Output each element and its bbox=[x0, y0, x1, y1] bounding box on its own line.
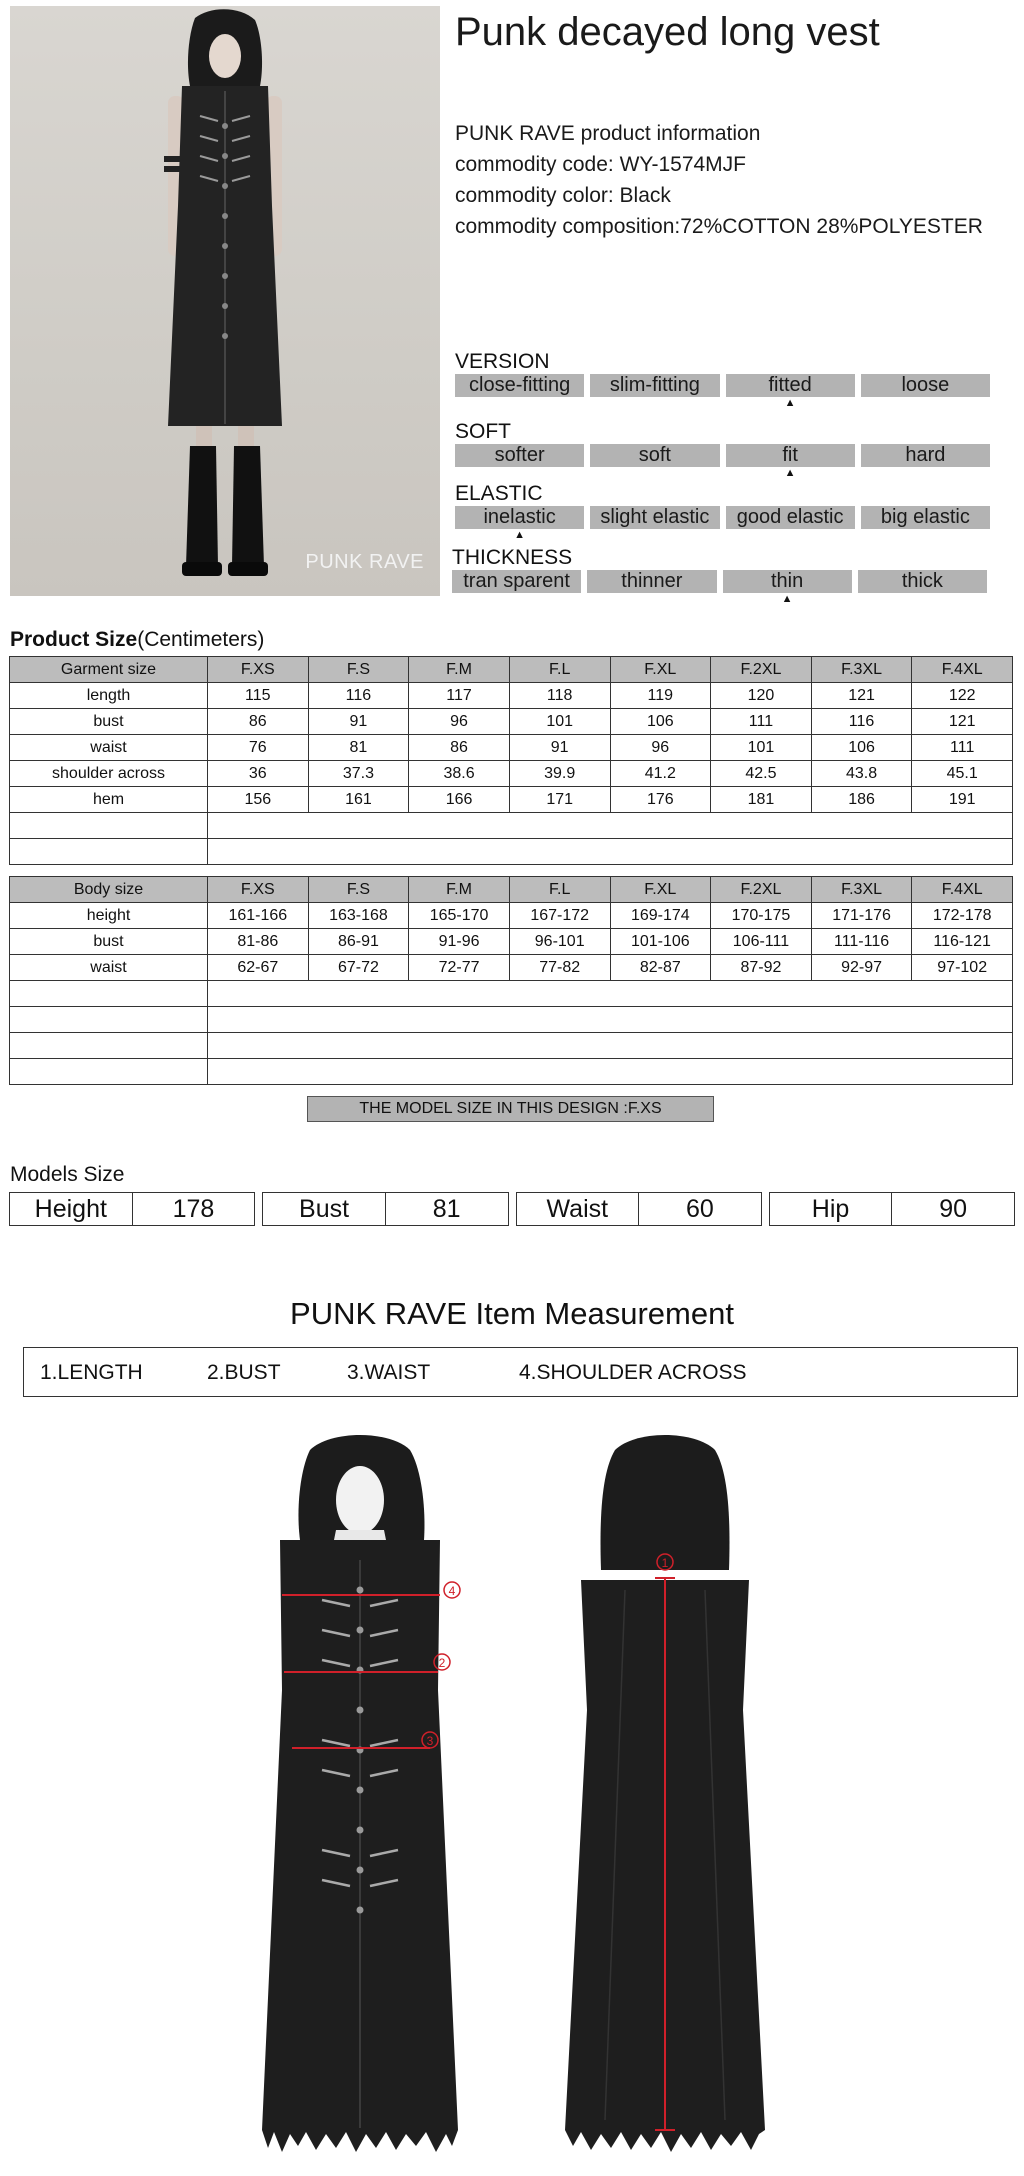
attribute-label: VERSION bbox=[455, 350, 550, 373]
product-photo bbox=[10, 6, 440, 596]
marker-4: 4 bbox=[448, 1584, 456, 1598]
attribute-option: fit bbox=[726, 444, 855, 467]
table-cell: 120 bbox=[711, 683, 812, 709]
table-cell: hem bbox=[10, 787, 208, 813]
table-cell: 96 bbox=[610, 735, 711, 761]
header-cell: F.M bbox=[409, 877, 510, 903]
header-cell: Garment size bbox=[10, 657, 208, 683]
header-cell: F.S bbox=[308, 657, 409, 683]
table-cell: 81 bbox=[308, 735, 409, 761]
header-cell: F.4XL bbox=[912, 877, 1013, 903]
table-cell: 72-77 bbox=[409, 955, 510, 981]
attribute-label: SOFT bbox=[455, 420, 511, 443]
table-row bbox=[10, 955, 1013, 981]
attribute-option: slight elastic bbox=[590, 506, 719, 529]
table-cell: 86 bbox=[409, 735, 510, 761]
table-row bbox=[10, 787, 1013, 813]
header-cell: F.2XL bbox=[711, 877, 812, 903]
body-size-table bbox=[9, 876, 1013, 1085]
table-cell: 96 bbox=[409, 709, 510, 735]
measurement-item: 2.BUST bbox=[207, 1361, 281, 1384]
measurement-item: 4.SHOULDER ACROSS bbox=[519, 1361, 747, 1384]
table-cell: bust bbox=[10, 929, 208, 955]
product-size-title: Product Size bbox=[10, 628, 138, 651]
table-cell: 116-121 bbox=[912, 929, 1013, 955]
marker-3: 3 bbox=[426, 1734, 434, 1748]
table-cell: shoulder across bbox=[10, 761, 208, 787]
table-row-empty bbox=[10, 813, 1013, 839]
table-cell: 91 bbox=[509, 735, 610, 761]
selection-marks bbox=[455, 467, 990, 479]
model-measure-label: Height bbox=[34, 1195, 107, 1223]
table-cell: 117 bbox=[409, 683, 510, 709]
model-measure-value: 81 bbox=[385, 1193, 508, 1225]
attribute-option: thinner bbox=[587, 570, 716, 593]
table-cell: 116 bbox=[811, 709, 912, 735]
table-cell: 121 bbox=[912, 709, 1013, 735]
table-cell: 77-82 bbox=[509, 955, 610, 981]
measurement-title: PUNK RAVE Item Measurement bbox=[290, 1296, 734, 1331]
table-cell: 96-101 bbox=[509, 929, 610, 955]
marker-2: 2 bbox=[438, 1656, 446, 1670]
selected-triangle-icon: ▲ bbox=[784, 467, 796, 479]
info-line: PUNK RAVE product information bbox=[455, 122, 761, 145]
info-line: commodity color: Black bbox=[455, 184, 671, 207]
attribute-option: loose bbox=[861, 374, 990, 397]
table-cell: 191 bbox=[912, 787, 1013, 813]
table-cell: 43.8 bbox=[811, 761, 912, 787]
selected-triangle-icon: ▲ bbox=[784, 397, 796, 409]
table-cell: 170-175 bbox=[711, 903, 812, 929]
header-cell: F.XL bbox=[610, 657, 711, 683]
selection-marks bbox=[455, 529, 990, 541]
table-cell: 106 bbox=[811, 735, 912, 761]
table-cell: 41.2 bbox=[610, 761, 711, 787]
table-cell: 101 bbox=[509, 709, 610, 735]
model-measure-waist bbox=[516, 1192, 762, 1226]
model-measure-hip bbox=[769, 1192, 1015, 1226]
header-cell: F.3XL bbox=[811, 877, 912, 903]
table-cell: 81-86 bbox=[208, 929, 309, 955]
table-cell: 92-97 bbox=[811, 955, 912, 981]
table-cell: 163-168 bbox=[308, 903, 409, 929]
attribute-option: fitted bbox=[726, 374, 855, 397]
table-cell: bust bbox=[10, 709, 208, 735]
table-cell: 119 bbox=[610, 683, 711, 709]
table-cell: 101 bbox=[711, 735, 812, 761]
header-cell: F.3XL bbox=[811, 657, 912, 683]
header-cell: F.XS bbox=[208, 877, 309, 903]
table-cell: 161 bbox=[308, 787, 409, 813]
table-cell: 169-174 bbox=[610, 903, 711, 929]
attribute-option: hard bbox=[861, 444, 990, 467]
attribute-label: THICKNESS bbox=[452, 546, 573, 569]
attribute-elastic bbox=[455, 482, 990, 541]
attribute-option: big elastic bbox=[861, 506, 990, 529]
model-illustration bbox=[10, 6, 440, 596]
table-row bbox=[10, 735, 1013, 761]
table-cell: waist bbox=[10, 735, 208, 761]
table-cell: 101-106 bbox=[610, 929, 711, 955]
product-size-heading bbox=[10, 628, 264, 652]
attribute-option: soft bbox=[590, 444, 719, 467]
table-row bbox=[10, 903, 1013, 929]
table-cell: 166 bbox=[409, 787, 510, 813]
garment-front-illustration bbox=[240, 1430, 490, 2170]
header-cell: F.L bbox=[509, 877, 610, 903]
selected-triangle-icon: ▲ bbox=[514, 529, 526, 541]
selected-triangle-icon: ▲ bbox=[781, 593, 793, 605]
header-cell: F.XL bbox=[610, 877, 711, 903]
attribute-option: softer bbox=[455, 444, 584, 467]
table-cell: 176 bbox=[610, 787, 711, 813]
table-row-empty bbox=[10, 1007, 1013, 1033]
table-row bbox=[10, 761, 1013, 787]
table-cell: 91 bbox=[308, 709, 409, 735]
model-measure-bust bbox=[262, 1192, 508, 1226]
measurement-item: 3.WAIST bbox=[347, 1361, 431, 1384]
attribute-thickness bbox=[452, 546, 987, 605]
table-cell: length bbox=[10, 683, 208, 709]
marker-1: 1 bbox=[661, 1556, 669, 1570]
header-cell: F.XS bbox=[208, 657, 309, 683]
table-cell: 38.6 bbox=[409, 761, 510, 787]
product-info bbox=[455, 118, 983, 242]
table-cell: 111 bbox=[912, 735, 1013, 761]
table-cell: 76 bbox=[208, 735, 309, 761]
table-cell: 86-91 bbox=[308, 929, 409, 955]
table-cell: 167-172 bbox=[509, 903, 610, 929]
models-size-row bbox=[9, 1192, 1015, 1226]
attribute-soft bbox=[455, 420, 990, 479]
model-measure-label: Hip bbox=[811, 1195, 850, 1223]
table-cell: 67-72 bbox=[308, 955, 409, 981]
model-measure-label: Waist bbox=[546, 1195, 609, 1223]
info-line: commodity code: WY-1574MJF bbox=[455, 153, 746, 176]
header-cell: F.L bbox=[509, 657, 610, 683]
table-row-empty bbox=[10, 1033, 1013, 1059]
table-cell: 37.3 bbox=[308, 761, 409, 787]
attribute-option: close-fitting bbox=[455, 374, 584, 397]
table-cell: 121 bbox=[811, 683, 912, 709]
table-cell: 87-92 bbox=[711, 955, 812, 981]
table-row-empty bbox=[10, 1059, 1013, 1085]
header-cell: F.4XL bbox=[912, 657, 1013, 683]
table-cell: 122 bbox=[912, 683, 1013, 709]
header-cell: F.M bbox=[409, 657, 510, 683]
attribute-option: good elastic bbox=[726, 506, 855, 529]
measurement-item: 1.LENGTH bbox=[40, 1361, 143, 1384]
table-row-empty bbox=[10, 839, 1013, 865]
model-size-note: THE MODEL SIZE IN THIS DESIGN :F.XS bbox=[307, 1096, 714, 1122]
table-header-row bbox=[10, 877, 1013, 903]
model-measure-value: 60 bbox=[638, 1193, 761, 1225]
attribute-option: thin bbox=[723, 570, 852, 593]
garment-back-illustration bbox=[545, 1430, 785, 2170]
attribute-option: tran sparent bbox=[452, 570, 581, 593]
table-cell: 111-116 bbox=[811, 929, 912, 955]
table-header-row bbox=[10, 657, 1013, 683]
product-title: Punk decayed long vest bbox=[455, 10, 880, 54]
table-cell: 86 bbox=[208, 709, 309, 735]
table-cell: 111 bbox=[711, 709, 812, 735]
attribute-option: thick bbox=[858, 570, 987, 593]
attribute-option: slim-fitting bbox=[590, 374, 719, 397]
table-cell: 97-102 bbox=[912, 955, 1013, 981]
table-cell: 36 bbox=[208, 761, 309, 787]
table-cell: 91-96 bbox=[409, 929, 510, 955]
product-size-unit: (Centimeters) bbox=[137, 628, 265, 651]
attribute-option: inelastic bbox=[455, 506, 584, 529]
selection-marks bbox=[455, 397, 990, 409]
model-measure-value: 178 bbox=[132, 1193, 255, 1225]
table-cell: height bbox=[10, 903, 208, 929]
table-row bbox=[10, 929, 1013, 955]
table-cell: 186 bbox=[811, 787, 912, 813]
table-row-empty bbox=[10, 981, 1013, 1007]
table-cell: 161-166 bbox=[208, 903, 309, 929]
attribute-label: ELASTIC bbox=[455, 482, 543, 505]
table-cell: 116 bbox=[308, 683, 409, 709]
table-cell: 171-176 bbox=[811, 903, 912, 929]
table-cell: 181 bbox=[711, 787, 812, 813]
photo-brand-watermark: PUNK RAVE bbox=[305, 551, 424, 573]
table-cell: waist bbox=[10, 955, 208, 981]
table-cell: 165-170 bbox=[409, 903, 510, 929]
table-cell: 118 bbox=[509, 683, 610, 709]
model-measure-label: Bust bbox=[299, 1195, 350, 1223]
table-cell: 171 bbox=[509, 787, 610, 813]
attribute-version bbox=[455, 350, 990, 409]
header-cell: F.2XL bbox=[711, 657, 812, 683]
table-cell: 39.9 bbox=[509, 761, 610, 787]
table-cell: 172-178 bbox=[912, 903, 1013, 929]
table-cell: 62-67 bbox=[208, 955, 309, 981]
measurement-legend bbox=[23, 1347, 1018, 1397]
model-measure-height bbox=[9, 1192, 255, 1226]
garment-size-table bbox=[9, 656, 1013, 865]
table-cell: 156 bbox=[208, 787, 309, 813]
table-cell: 106 bbox=[610, 709, 711, 735]
model-measure-value: 90 bbox=[891, 1193, 1014, 1225]
models-size-title: Models Size bbox=[10, 1163, 125, 1186]
header-cell: Body size bbox=[10, 877, 208, 903]
table-cell: 42.5 bbox=[711, 761, 812, 787]
info-line: commodity composition:72%COTTON 28%POLYESTER bbox=[455, 215, 983, 238]
table-row bbox=[10, 683, 1013, 709]
table-cell: 106-111 bbox=[711, 929, 812, 955]
selection-marks bbox=[452, 593, 987, 605]
table-row bbox=[10, 709, 1013, 735]
table-cell: 45.1 bbox=[912, 761, 1013, 787]
header-cell: F.S bbox=[308, 877, 409, 903]
table-cell: 82-87 bbox=[610, 955, 711, 981]
table-cell: 115 bbox=[208, 683, 309, 709]
